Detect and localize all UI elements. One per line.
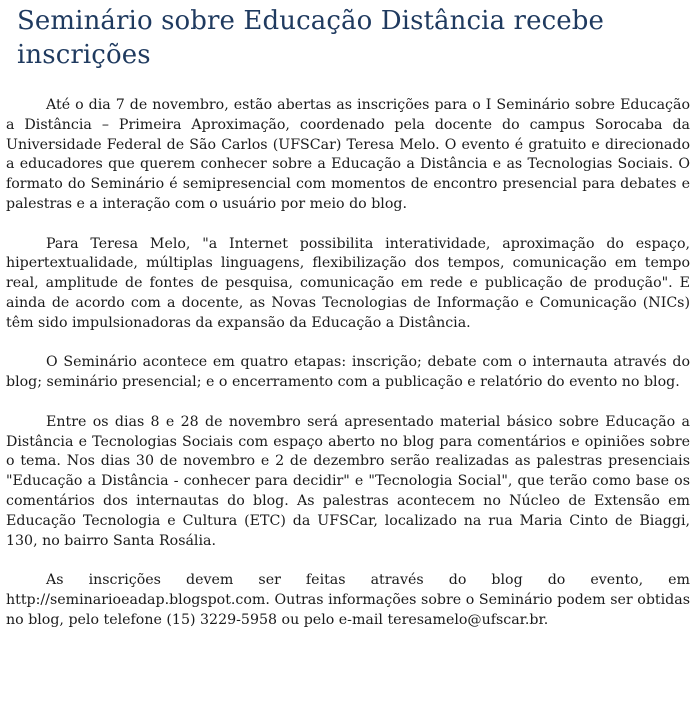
paragraph-registration-announcement: Até o dia 7 de novembro, estão abertas as inscrições para o I Seminário sobre Educação a Distância – Primeira Aproximação, coordenado pela docente do campus Sorocaba da Universidade Federal de São Carlos (UFSCar) Teresa Melo. O evento é gratuito e direcionado a educadores que querem conhecer sobre a Educação a Distância e as Tecnologias Sociais. O formato do Seminário é semipresencial com momentos de encontro presencial para debates e palestras e a interação com o usuário por meio do blog. — [6, 97, 690, 212]
article-body — [6, 96, 690, 631]
paragraph-schedule-and-venue: Entre os dias 8 e 28 de novembro será apresentado material básico sobre Educação a Distância e Tecnologias Sociais com espaço aberto no blog para comentários e opiniões sobre o tema. Nos dias 30 de novembro e 2 de dezembro serão realizadas as palestras presenciais "Educação a Distância - conhecer para decidir" e "Tecnologia Social", que terão como base os comentários dos internautas do blog. As palestras acontecem no Núcleo de Extensão em Educação Tecnologia e Cultura (ETC) da UFSCar, localizado na rua Maria Cinto de Biaggi, 130, no bairro Santa Rosália. — [6, 413, 690, 549]
article-title: Seminário sobre Educação Distância recebe inscrições — [17, 6, 604, 70]
paragraph-contact-info: As inscrições devem ser feitas através do blog do evento, em http://seminarioeadap.blogspot.com. Outras informações sobre o Seminário podem ser obtidas no blog, pelo telefone (15) 3229-5958 ou pelo e-mail teresamelo@ufscar.br. — [6, 572, 690, 628]
paragraph-seminar-stages: O Seminário acontece em quatro etapas: inscrição; debate com o internauta através do blog; seminário presencial; e o encerramento com a publicação e relatório do evento no blog. — [6, 354, 690, 391]
paragraph-teresa-melo-quote: Para Teresa Melo, "a Internet possibilita interatividade, aproximação do espaço, hipertextualidade, múltiplas linguagens, flexibilização dos tempos, comunicação em tempo real, amplitude de fontes de pesquisa, comunicação em rede e publicação de produção". E ainda de acordo com a docente, as Novas Tecnologias de Informação e Comunicação (NICs) têm sido impulsionadoras da expansão da Educação a Distância. — [6, 235, 690, 331]
news-article — [6, 0, 690, 650]
